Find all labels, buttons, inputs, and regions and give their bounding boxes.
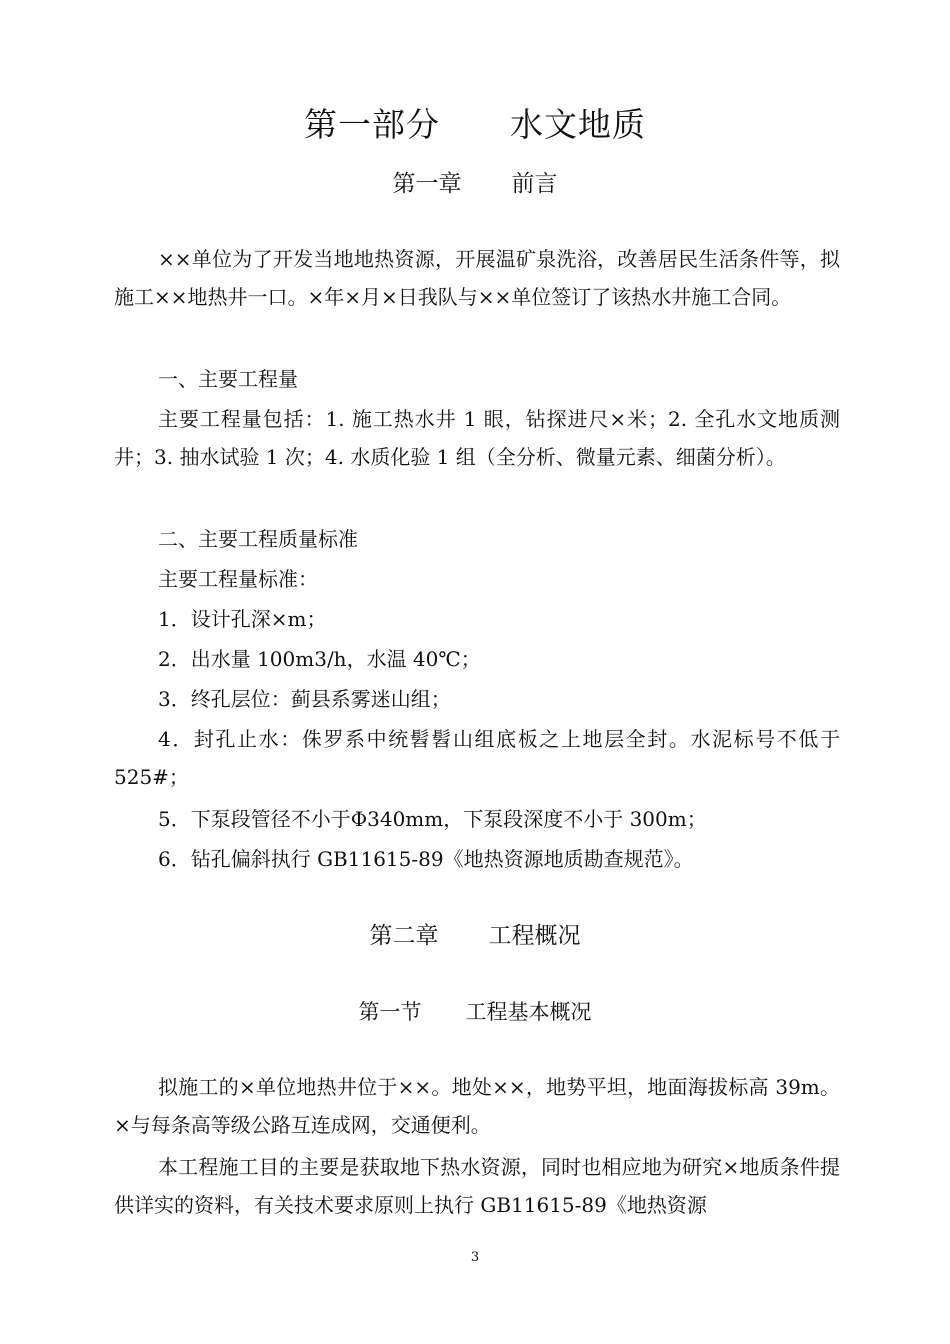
section-1-name: 工程基本概况 xyxy=(465,1000,592,1024)
standard-item-2: 2．出水量 100m3/h，水温 40℃； xyxy=(158,647,481,671)
standard-item-1: 1．设计孔深×m； xyxy=(158,607,327,631)
standard-item-4: 4．封孔止水：侏罗系中统髫髫山组底板之上地层全封。水泥标号不低于 525#； xyxy=(114,727,840,789)
heading-main-workload: 一、主要工程量 xyxy=(158,367,298,391)
part-label: 第一部分 xyxy=(304,105,440,144)
overview-paragraph-2: 本工程施工目的主要是获取地下热水资源，同时也相应地为研究×地质条件提供详实的资料，有关技术要求原则上执行 GB11615-89《地热资源 xyxy=(114,1155,840,1217)
intro-paragraph: ××单位为了开发当地地热资源，开展温矿泉洗浴，改善居民生活条件等，拟施工××地热井一口。×年×月×日我队与××单位签订了该热水井施工合同。 xyxy=(114,247,840,309)
standards-intro: 主要工程量标准： xyxy=(158,567,318,591)
workload-paragraph: 主要工程量包括：1. 施工热水井 1 眼，钻探进尺×米；2. 全孔水文地质测井；3. 抽水试验 1 次；4. 水质化验 1 组（全分析、微量元素、细菌分析）。 xyxy=(114,407,840,469)
heading-quality-standards: 二、主要工程质量标准 xyxy=(158,527,358,551)
part-title xyxy=(0,100,950,150)
chapter-1-label: 第一章 xyxy=(392,171,462,197)
part-name: 水文地质 xyxy=(510,105,646,144)
standard-item-6: 6．钻孔偏斜执行 GB11615-89《地热资源地质勘查规范》。 xyxy=(158,847,694,871)
standard-item-5: 5．下泵段管径不小于Φ340mm，下泵段深度不小于 300m； xyxy=(158,807,707,831)
section-1-title xyxy=(0,995,950,1029)
standard-item-3: 3．终孔层位：蓟县系雾迷山组； xyxy=(158,687,451,711)
section-1-label: 第一节 xyxy=(358,1000,422,1024)
chapter-2-label: 第二章 xyxy=(369,923,439,949)
chapter-1-name: 前言 xyxy=(511,171,558,197)
overview-paragraph-1: 拟施工的×单位地热井位于××。地处××，地势平坦，地面海拔标高 39m。×与每条高等级公路互连成网，交通便利。 xyxy=(114,1075,840,1137)
chapter-2-title xyxy=(0,918,950,954)
chapter-1-title xyxy=(0,166,950,202)
page-number: 3 xyxy=(470,1250,480,1265)
chapter-2-name: 工程概况 xyxy=(488,923,581,949)
